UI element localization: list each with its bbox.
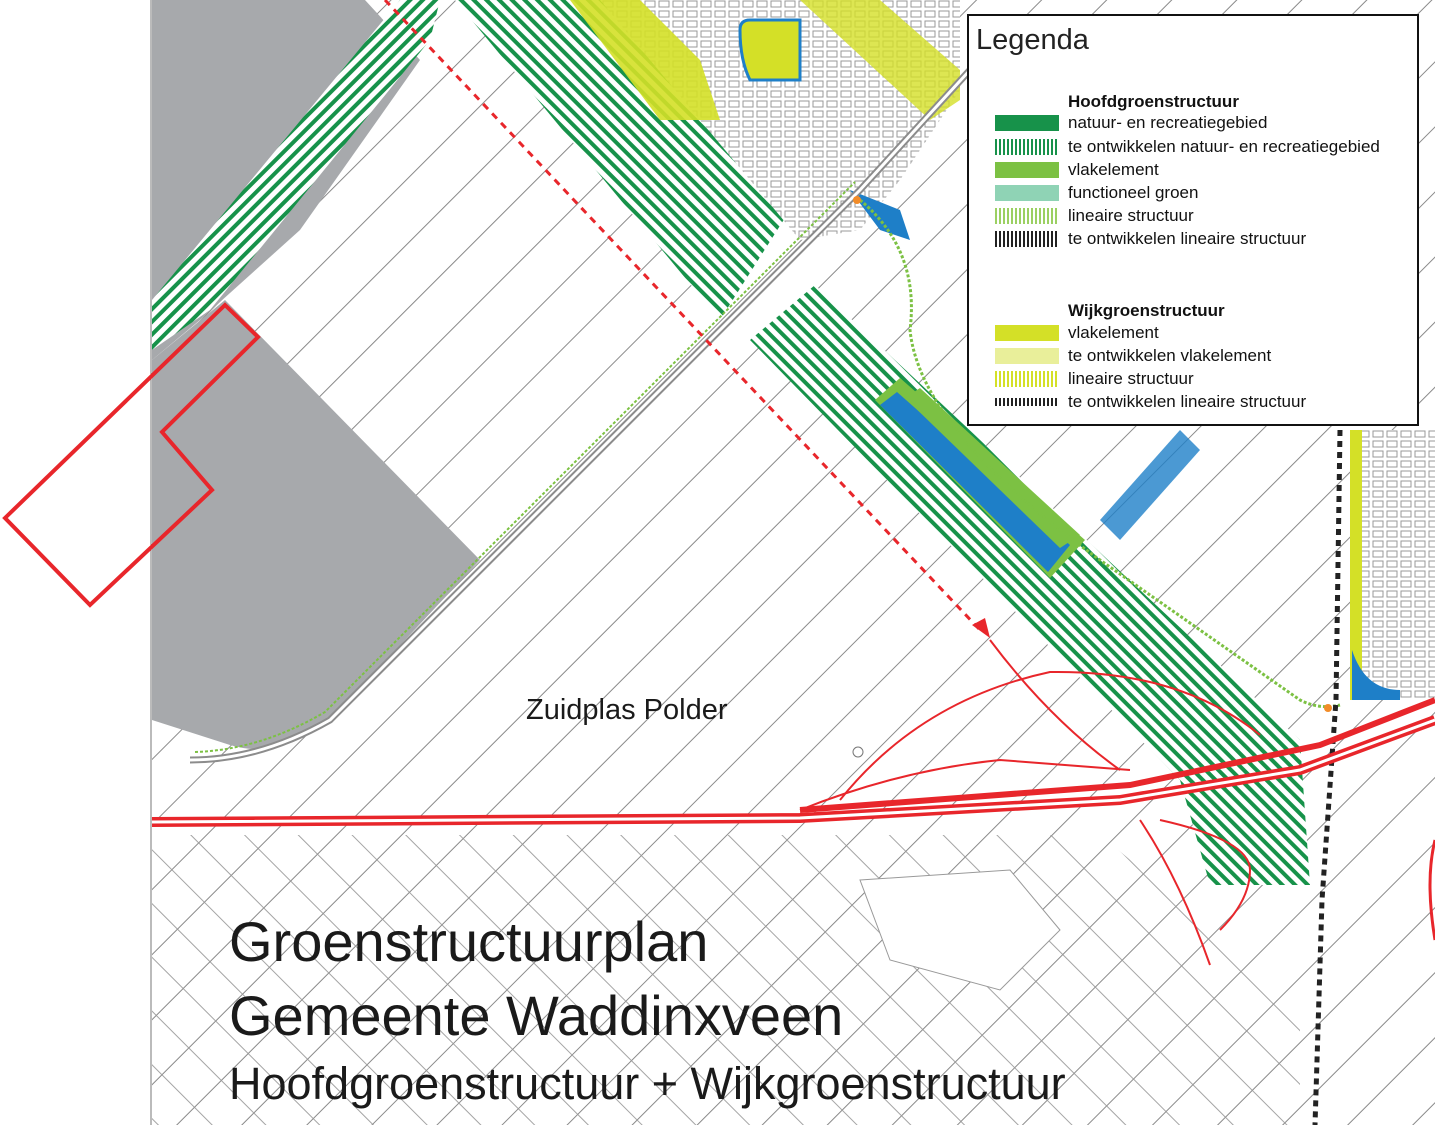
legend-swatch [995,231,1059,247]
map-title-block [229,905,1066,1113]
legend-swatch [995,162,1059,178]
legend-item [995,205,1415,227]
urban-area-east [1350,430,1435,700]
legend-swatch [995,115,1059,131]
legend-swatch [995,185,1059,201]
legend-label: lineaire structuur [1068,206,1194,225]
legend-label: lineaire structuur [1068,369,1194,388]
legend-swatch [995,139,1059,155]
legend-item [995,322,1415,344]
legend-panel [967,14,1419,426]
legend-label: vlakelement [1068,160,1159,179]
legend-item [995,345,1415,367]
legend-label: vlakelement [1068,323,1159,342]
legend-swatch [995,398,1059,406]
legend-item [995,228,1415,250]
legend-label: te ontwikkelen vlakelement [1068,346,1272,365]
legend-item [995,112,1415,134]
legend-label: te ontwikkelen natuur- en recreatiegebied [1068,137,1380,156]
legend-swatch [995,348,1059,364]
map-subtitle: Hoofdgroenstructuur + Wijkgroenstructuur [229,1058,1066,1109]
place-label-zuidplas: Zuidplas Polder [526,694,728,726]
legend-item [995,391,1415,413]
legend-swatch [995,325,1059,341]
map-title-line-1: Groenstructuurplan [229,910,709,973]
legend-item [995,136,1415,158]
legend-item [995,159,1415,181]
legend-title: Legenda [976,24,1089,56]
legend-label: functioneel groen [1068,183,1199,202]
legend-item [995,368,1415,390]
legend-heading-hoofd: Hoofdgroenstructuur [1068,92,1239,111]
legend-item [995,182,1415,204]
legend-heading-wijk: Wijkgroenstructuur [1068,301,1225,320]
map-title-line-2: Gemeente Waddinxveen [229,984,844,1047]
legend-label: te ontwikkelen lineaire structuur [1068,392,1307,411]
legend-swatch [995,371,1059,387]
legend-label: te ontwikkelen lineaire structuur [1068,229,1307,248]
legend-label: natuur- en recreatiegebied [1068,113,1268,132]
legend-swatch [995,208,1059,224]
